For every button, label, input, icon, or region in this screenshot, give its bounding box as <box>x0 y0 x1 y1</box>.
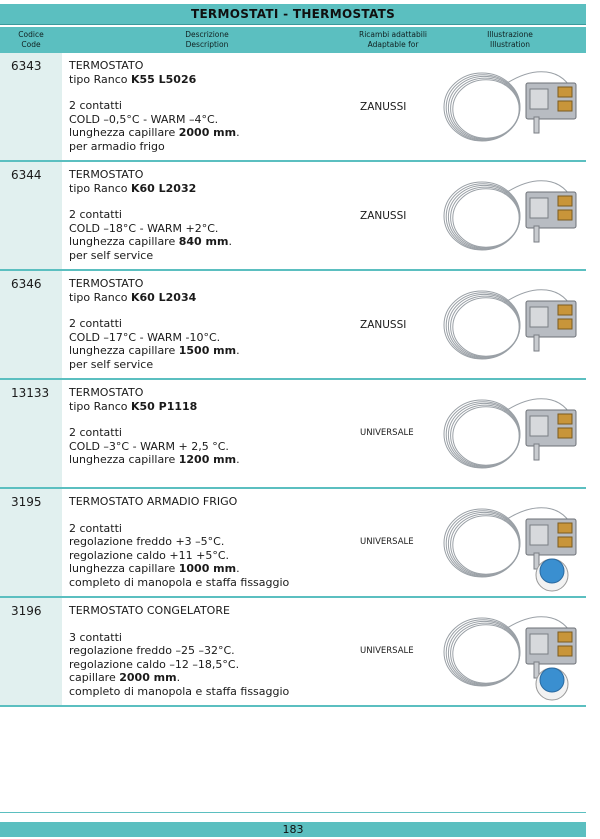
product-detail-line: capillare 2000 mm. <box>69 671 181 685</box>
page-title: TERMOSTATI - THERMOSTATS <box>0 4 586 25</box>
adaptable-for: ZANUSSI <box>360 319 407 331</box>
product-detail-line: per armadio frigo <box>69 139 165 153</box>
product-code: 6346 <box>11 277 42 291</box>
product-description <box>69 59 354 154</box>
header-description: Descrizione Description <box>185 30 229 49</box>
product-title-line: TERMOSTATO <box>69 168 144 181</box>
product-description <box>69 386 354 467</box>
product-title-line: TERMOSTATO <box>69 59 144 72</box>
adaptable-for: UNIVERSALE <box>360 537 414 547</box>
product-code: 13133 <box>11 386 50 400</box>
product-detail-line: per self service <box>69 357 154 371</box>
product-detail-line: COLD –0,5°C - WARM –4°C. <box>69 112 219 126</box>
product-detail-line: 2 contatti <box>69 317 122 331</box>
product-detail-line: 2 contatti <box>69 208 122 222</box>
product-detail-line: completo di manopola e staffa fissaggio <box>69 575 290 589</box>
product-detail-line: regolazione caldo +11 +5°C. <box>69 548 230 562</box>
product-detail-line: per self service <box>69 248 154 262</box>
adaptable-for: UNIVERSALE <box>360 646 414 656</box>
thermostat-capillary-icon <box>434 164 586 268</box>
product-title-line: TERMOSTATO <box>69 277 144 290</box>
product-code: 3196 <box>11 604 42 618</box>
product-title-line: tipo Ranco K55 L5026 <box>69 72 197 86</box>
product-list <box>0 53 586 707</box>
product-detail-line: 2 contatti <box>69 426 122 440</box>
thermostat-capillary-icon <box>434 273 586 377</box>
product-detail-line: COLD –3°C - WARM + 2,5 °C. <box>69 439 229 453</box>
thermostat-capillary-icon <box>434 382 586 486</box>
product-detail-line: regolazione freddo +3 –5°C. <box>69 535 225 549</box>
product-description <box>69 495 354 590</box>
adaptable-for: ZANUSSI <box>360 210 407 222</box>
product-detail-line: COLD –17°C - WARM -10°C. <box>69 330 221 344</box>
thermostat-with-knob-icon <box>434 491 586 595</box>
thermostat-capillary-icon <box>434 55 586 159</box>
product-detail-line: regolazione caldo –12 –18,5°C. <box>69 657 240 671</box>
header-code: Codice Code <box>18 30 44 49</box>
product-detail-line: COLD –18°C - WARM +2°C. <box>69 221 219 235</box>
product-detail-line: completo di manopola e staffa fissaggio <box>69 684 290 698</box>
product-code: 3195 <box>11 495 42 509</box>
product-detail-line: 2 contatti <box>69 99 122 113</box>
thermostat-with-knob-icon <box>434 600 586 704</box>
product-description <box>69 604 354 699</box>
product-title-line: tipo Ranco K50 P1118 <box>69 399 198 413</box>
product-detail-line: lunghezza capillare 1000 mm. <box>69 562 240 576</box>
product-title-line: TERMOSTATO ARMADIO FRIGO <box>69 495 238 508</box>
product-title-line: tipo Ranco K60 L2034 <box>69 290 197 304</box>
product-row <box>0 380 586 489</box>
product-title-line: tipo Ranco K60 L2032 <box>69 181 197 195</box>
product-title-line: TERMOSTATO <box>69 386 144 399</box>
product-description <box>69 168 354 263</box>
table-header <box>0 27 586 53</box>
adaptable-for: ZANUSSI <box>360 101 407 113</box>
product-row <box>0 598 586 707</box>
product-row <box>0 489 586 598</box>
product-detail-line: lunghezza capillare 840 mm. <box>69 235 232 249</box>
product-title-line: TERMOSTATO CONGELATORE <box>69 604 230 617</box>
product-code: 6344 <box>11 168 42 182</box>
product-row <box>0 162 586 271</box>
product-detail-line: 2 contatti <box>69 521 122 535</box>
header-illustration: Illustrazione Illustration <box>487 30 533 49</box>
product-row <box>0 271 586 380</box>
product-code: 6343 <box>11 59 42 73</box>
adaptable-for: UNIVERSALE <box>360 428 414 438</box>
product-detail-line: lunghezza capillare 2000 mm. <box>69 126 240 140</box>
product-detail-line: 3 contatti <box>69 630 122 644</box>
product-detail-line: regolazione freddo –25 –32°C. <box>69 644 235 658</box>
page-number: 183 <box>0 822 586 837</box>
product-detail-line: lunghezza capillare 1200 mm. <box>69 453 240 467</box>
header-adaptable: Ricambi adattabili Adaptable for <box>359 30 427 49</box>
row-divider <box>0 705 586 707</box>
product-detail-line: lunghezza capillare 1500 mm. <box>69 344 240 358</box>
product-description <box>69 277 354 372</box>
footer-divider <box>0 812 586 813</box>
product-row <box>0 53 586 162</box>
